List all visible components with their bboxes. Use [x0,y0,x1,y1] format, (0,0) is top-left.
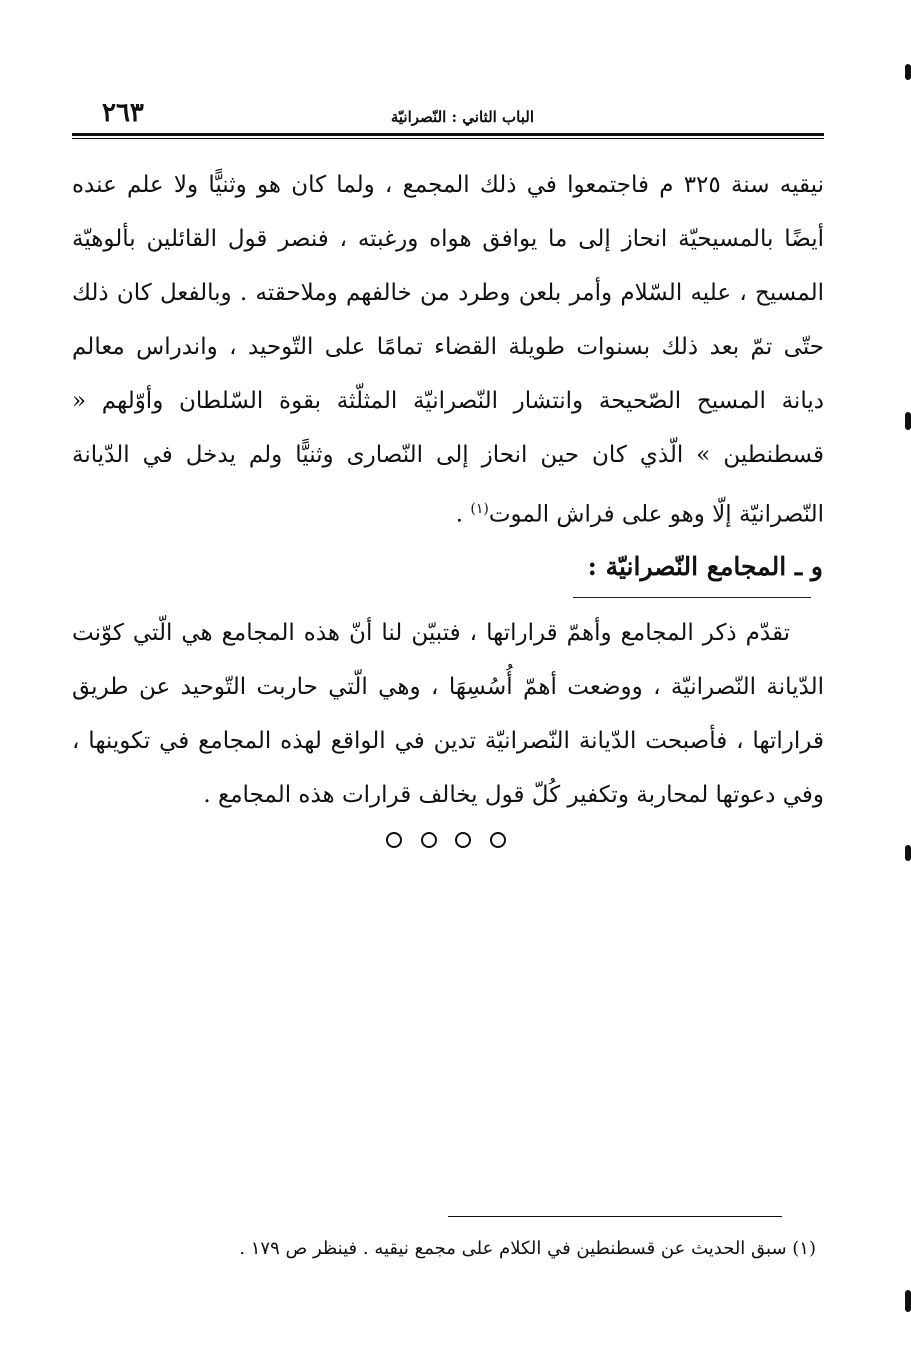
ornament-circle [386,832,402,848]
paragraph-1 [72,158,824,542]
scan-edge-mark [905,412,911,430]
section-end-ornament [386,832,506,848]
scan-edge-mark [905,64,911,80]
footnote: (١) سبق الحديث عن قسطنطين في الكلام على مجمع نيقيه . فينظر ص ١٧٩ . [239,1238,816,1259]
ornament-circle [490,832,506,848]
paragraph-1-end: . [455,501,471,528]
footnote-reference: (١) [470,501,489,517]
heading-underline [573,597,811,598]
ornament-circle [421,832,437,848]
paragraph-2: تقدّم ذكر المجامع وأهمّ قراراتها ، فتبيّن لنا أنّ هذه المجامع هي الّتي كوّنت الدّيانة النّصرانيّة ، ووضعت أهمّ أُسُسِهَا ، وهي الّتي حاربت التّوحيد عن طريق قراراتها ، فأصبحت الدّيانة النّصرانيّة تدين في الواقع لهذه المجامع في تكوينها ، وفي دعوتها لمحاربة وتكفير كُلّ قول يخالف قرارات هذه المجامع . [72,620,824,808]
footnote-rule [448,1216,782,1217]
paragraph-1-text: نيقيه سنة ٣٢٥ م فاجتمعوا في ذلك المجمع ، ولما كان هو وثنيًّا ولا علم عنده أيضًا بالمسيحيّة انحاز إلى ما يوافق هواه ورغبته ، فنصر قول القائلين بألوهيّة المسيح ، عليه السّلام وأمر بلعن وطرد من خالفهم وملاحقته . وبالفعل كان ذلك حتّى تمّ بعد ذلك بسنوات طويلة القضاء تمامًا على التّوحيد ، واندراس معالم ديانة المسيح الصّحيحة وانتشار النّصرانيّة المثلّثة بقوة السّلطان وأوّلهم « قسطنطين » الّذي كان حين انحاز إلى النّصارى وثنيًّا ولم يدخل في الدّيانة النّصرانيّة إلّا وهو على فراش الموت [72,172,824,528]
scan-edge-mark [905,845,911,861]
section-heading: و ـ المجامع النّصرانيّة : [587,552,823,581]
header-rule-thin [72,138,824,139]
page-number: ٢٦٣ [102,98,144,128]
page-header [72,92,824,134]
chapter-title: الباب الثاني : النّصرانيّة [390,108,534,126]
scan-edge-mark [905,1290,911,1312]
header-rule-thick [72,133,824,136]
ornament-circle [455,832,471,848]
